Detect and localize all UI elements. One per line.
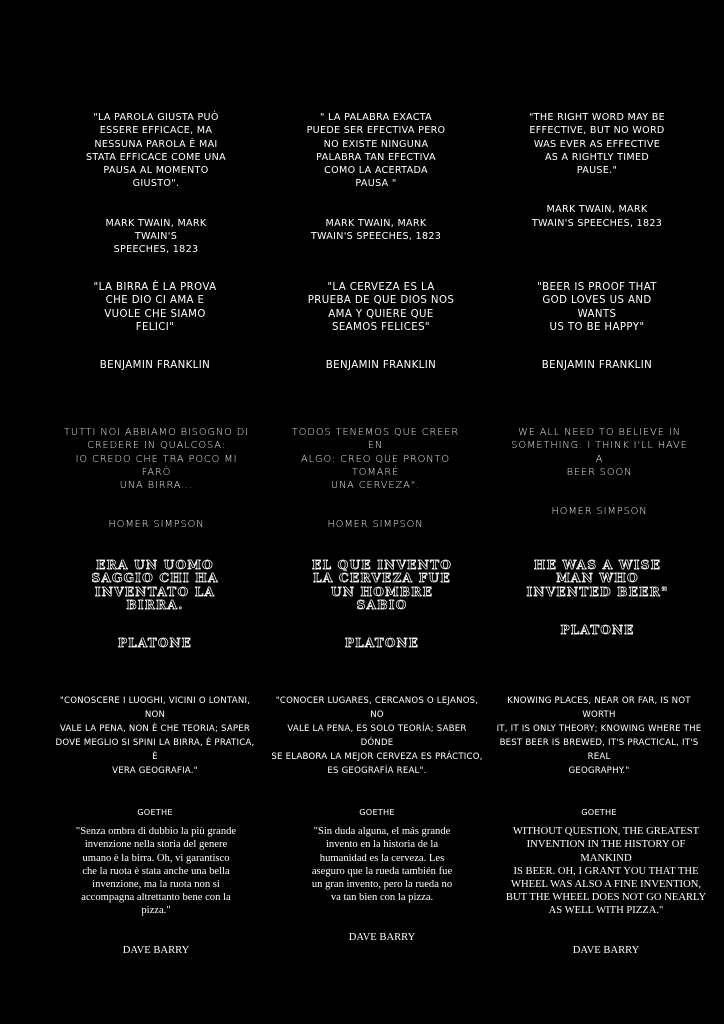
- quote-text: "Sin duda alguna, el más grande invento en la historia de la humanidad es la cerveza. Les aseguro que la rueda también fue un gran invento, pero la rueda no va tan bien con la pizza.: [311, 826, 453, 904]
- quote-platone-en: [515, 546, 680, 650]
- quote-simpson-it: [64, 413, 249, 545]
- quote-franklin-en: [522, 268, 672, 386]
- quote-text: "LA PAROLA GIUSTA PUÒ ESSERE EFFICACE, MA NESSUNA PAROLA È MAI STATA EFFICACE COME UNA PAUSA AL MOMENTO GIUSTO".: [86, 112, 226, 190]
- quote-text: " LA PALABRA EXACTA PUEDE SER EFECTIVA PERO NO EXISTE NINGUNA PALABRA TAN EFECTIVA COMO LA ACERTADA PAUSA ": [306, 112, 446, 190]
- quote-text: "BEER IS PROOF THAT GOD LOVES US AND WANTS US TO BE HAPPY": [537, 282, 657, 333]
- quote-author: DAVE BARRY: [122, 944, 190, 956]
- quote-text: TUTTI NOI ABBIAMO BISOGNO DI CREDERE IN QUALCOSA: IO CREDO CHE TRA POCO MI FARÒ UNA BIRRA...: [64, 427, 250, 492]
- quote-franklin-it: [80, 268, 230, 386]
- quote-twain-en: [527, 98, 667, 243]
- quote-text: "Senza ombra di dubbio la più grande invenzione nella storia del genere umano è la birra. Oh, vi garantisco che la ruota è stata anche una bella invenzione, ma la ruota non si accompagna altrettanto bene con la pizza.": [75, 826, 237, 917]
- quote-author: HOMER SIMPSON: [327, 519, 424, 531]
- quote-text: ERA UN UOMO SAGGIO CHI HA INVENTATO LA BIRRA.: [91, 558, 219, 612]
- quote-barry-it: [50, 812, 262, 970]
- quote-author: GOETHE: [359, 807, 395, 817]
- quote-text: EL QUE INVENTO LA CERVEZA FUE UN HOMBRE SABIO: [311, 558, 453, 612]
- quote-text: "LA CERVEZA ES LA PRUEBA DE QUE DIOS NOS AMA Y QUIERE QUE SEAMOS FELICES": [307, 282, 455, 333]
- quote-author: MARK TWAIN, MARK TWAIN'S SPEECHES, 1823: [531, 204, 663, 229]
- quote-text: "CONOSCERE I LUOGHI, VICINI O LONTANI, NON VALE LA PENA, NON È CHE TEORIA; SAPER DOVE MEGLIO SI SPINI LA BIRRA, È PRATICA, È VERA GEOGRAFIA.": [55, 696, 255, 776]
- quote-text: WE ALL NEED TO BELIEVE IN SOMETHING: I THINK I'LL HAVE A BEER SOON: [511, 427, 688, 478]
- quote-barry-en: [502, 812, 710, 970]
- quote-text: KNOWING PLACES, NEAR OR FAR, IS NOT WORTH IT, IT IS ONLY THEORY; KNOWING WHERE THE BEST BEER IS BREWED, IT'S PRACTICAL, IT'S REAL GEOGRAPHY.": [496, 696, 702, 776]
- quote-goethe-it: [52, 680, 258, 833]
- quote-author: PLATONE: [344, 636, 419, 651]
- quote-author: GOETHE: [581, 807, 617, 817]
- quote-author: BENJAMIN FRANKLIN: [99, 360, 211, 372]
- quote-text: "LA BIRRA È LA PROVA CHE DIO CI AMA E VUOLE CHE SIAMO FELICI": [93, 282, 217, 333]
- quote-author: GOETHE: [137, 807, 173, 817]
- quote-twain-es: [306, 98, 446, 256]
- quote-author: HOMER SIMPSON: [551, 506, 648, 518]
- quote-author: BENJAMIN FRANKLIN: [541, 360, 653, 372]
- quote-text: HE WAS A WISE MAN WHO INVENTED BEER": [526, 558, 669, 599]
- quote-barry-es: [278, 812, 486, 957]
- quote-author: PLATONE: [560, 623, 635, 638]
- quote-author: HOMER SIMPSON: [108, 519, 205, 531]
- quote-goethe-es: [270, 680, 484, 833]
- quote-simpson-en: [507, 413, 692, 532]
- quote-text: WITHOUT QUESTION, THE GREATEST INVENTION IN THE HISTORY OF MANKIND IS BEER. OH, I GRANT YOU THAT THE WHEEL WAS ALSO A FINE INVENTION, BUT THE WHEEL DOES NOT GO NEARLY AS WELL WITH PIZZA.": [505, 826, 707, 917]
- quote-author: MARK TWAIN, MARK TWAIN'S SPEECHES, 1823: [310, 217, 442, 242]
- quote-author: PLATONE: [117, 636, 192, 651]
- quote-franklin-es: [296, 268, 466, 386]
- quote-author: DAVE BARRY: [572, 944, 640, 956]
- quote-text: "CONOCER LUGARES, CERCANOS O LEJANOS, NO VALE LA PENA, ES SOLO TEORÍA; SABER DÓNDE SE ELABORA LA MEJOR CERVEZA ES PRÁCTICO, ES GEOGRAFÍA REAL".: [271, 696, 483, 776]
- quote-author: MARK TWAIN, MARK TWAIN'S SPEECHES, 1823: [105, 217, 207, 256]
- quote-goethe-en: [491, 680, 707, 833]
- quote-author: DAVE BARRY: [348, 931, 416, 943]
- quote-text: "THE RIGHT WORD MAY BE EFFECTIVE, BUT NO WORD WAS EVER AS EFFECTIVE AS A RIGHTLY TIMED PAUSE.": [528, 112, 666, 177]
- quote-platone-es: [298, 546, 466, 664]
- quote-simpson-es: [283, 413, 468, 545]
- quote-platone-it: [80, 546, 230, 664]
- quote-text: TODOS TENEMOS QUE CREER EN ALGO: CREO QUE PRONTO TOMARÉ UNA CERVEZA".: [291, 427, 460, 492]
- quote-author: BENJAMIN FRANKLIN: [325, 360, 437, 372]
- quote-twain-it: [86, 98, 226, 269]
